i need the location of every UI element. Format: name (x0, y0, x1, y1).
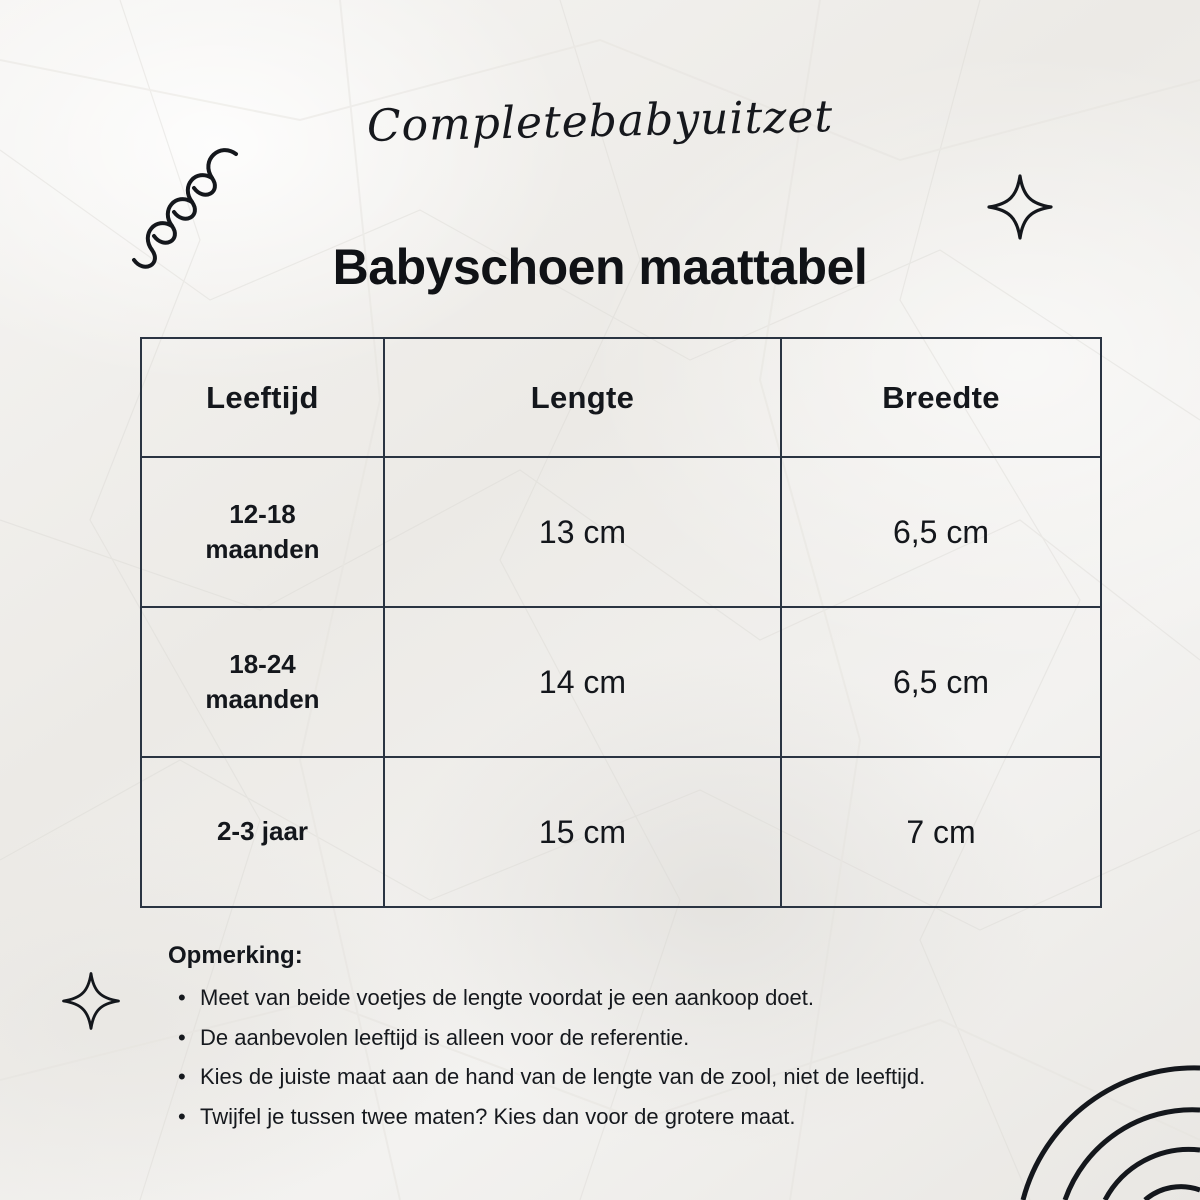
list-item-text: Kies de juiste maat aan de hand van de lengte van de zool, niet de leeftijd. (200, 1064, 926, 1090)
list-item-text: De aanbevolen leeftijd is alleen voor de referentie. (200, 1024, 690, 1050)
cell-length: 13 cm (384, 457, 781, 607)
cell-width: 6,5 cm (781, 607, 1101, 757)
brand-wordmark: Completebabyuitzet (366, 91, 834, 152)
sparkle-icon (60, 970, 122, 1032)
size-table (140, 337, 1102, 908)
cell-age: 2-3 jaar (141, 757, 384, 907)
notes-list (168, 980, 1068, 1135)
column-header-width: Breedte (781, 338, 1101, 457)
sparkle-icon (985, 172, 1055, 242)
list-item (168, 1099, 1068, 1135)
list-item-text: Twijfel je tussen twee maten? Kies dan voor de grotere maat. (200, 1103, 796, 1129)
bullet-icon: • (178, 985, 186, 1010)
list-item (168, 1059, 1068, 1095)
table-row (141, 757, 1101, 907)
cell-age: 12-18 maanden (141, 457, 384, 607)
bullet-icon: • (178, 1024, 186, 1050)
size-table-container (140, 337, 1100, 908)
cell-age: 18-24 maanden (141, 607, 384, 757)
bullet-icon: • (178, 1103, 186, 1129)
cell-width: 7 cm (781, 757, 1101, 907)
cell-width: 6,5 cm (781, 457, 1101, 607)
column-header-length: Lengte (384, 338, 781, 457)
column-header-age: Leeftijd (141, 338, 384, 457)
table-header-row (141, 338, 1101, 457)
cell-length: 14 cm (384, 607, 781, 757)
table-row (141, 607, 1101, 757)
page-title: Babyschoen maattabel (332, 239, 868, 295)
table-row (141, 457, 1101, 607)
list-item-text: Meet van beide voetjes de lengte voordat je een aankoop doet. (200, 985, 815, 1010)
notes-title: Opmerking: (168, 942, 303, 969)
list-item (168, 1020, 1068, 1056)
list-item (168, 980, 1068, 1016)
cell-length: 15 cm (384, 757, 781, 907)
notes-section (168, 942, 1068, 1139)
bullet-icon: • (178, 1064, 186, 1090)
